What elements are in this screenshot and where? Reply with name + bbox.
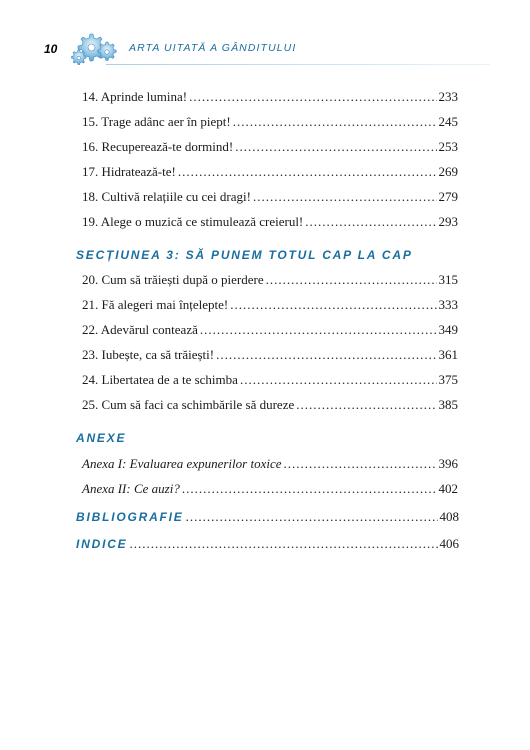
toc-entry-page: 349 [438, 322, 458, 337]
toc-entry-page: 253 [438, 139, 458, 154]
toc-entry-page: 333 [438, 297, 458, 312]
toc-entry-bibliography[interactable] [76, 509, 459, 527]
dot-leader [305, 214, 436, 230]
toc-entry[interactable] [82, 214, 458, 232]
toc-entry-title: Anexa I: Evaluarea expunerilor toxice [82, 456, 282, 471]
toc-entry-page: 279 [438, 189, 458, 204]
toc-entry-page: 361 [438, 347, 458, 362]
dot-leader [266, 272, 437, 288]
dot-leader [233, 114, 437, 130]
dot-leader [253, 189, 437, 205]
toc-entry-page: 233 [438, 89, 458, 104]
toc-entry-page: 396 [438, 456, 458, 471]
toc-entry-page: 402 [438, 481, 458, 496]
book-title: ARTA UITATĂ A GÂNDITULUI [129, 42, 297, 54]
dot-leader [182, 481, 437, 497]
dot-leader [235, 139, 436, 155]
toc-entry-title: 20. Cum să trăiești după o pierdere [82, 272, 264, 287]
toc-entry-title: 18. Cultivă relațiile cu cei dragi! [82, 189, 251, 204]
dot-leader [230, 297, 436, 313]
dot-leader [178, 164, 437, 180]
dot-leader [200, 322, 437, 338]
page-number: 10 [44, 42, 58, 56]
toc-entry-title: 24. Libertatea de a te schimba [82, 372, 238, 387]
toc-entry[interactable] [82, 164, 458, 182]
toc-entry-page: 375 [438, 372, 458, 387]
toc-entry[interactable] [82, 189, 458, 207]
toc-entry-title: BIBLIOGRAFIE [76, 510, 184, 524]
dot-leader [240, 372, 437, 388]
toc-entry-page: 385 [438, 397, 458, 412]
dot-leader [216, 347, 436, 363]
toc-entry-page: 245 [438, 114, 458, 129]
dot-leader [189, 89, 436, 105]
toc-entry-title: Anexa II: Ce auzi? [82, 481, 180, 496]
toc-entry[interactable] [82, 297, 458, 315]
gear-icon [62, 30, 124, 66]
toc-entry-title: 19. Alege o muzică ce stimulează creierul! [82, 214, 304, 229]
toc-entry-title: 14. Aprinde lumina! [82, 89, 188, 104]
toc-entry-page: 406 [439, 536, 459, 551]
page-header [0, 30, 530, 70]
dot-leader [186, 509, 438, 525]
toc-entry-title: 21. Fă alegeri mai înțelepte! [82, 297, 229, 312]
toc-entry[interactable] [82, 481, 458, 499]
annexes-heading: ANEXE [76, 431, 127, 445]
toc-entry[interactable] [82, 272, 458, 290]
toc-entry-page: 408 [439, 509, 459, 524]
dot-leader [284, 456, 437, 472]
toc-entry-title: INDICE [76, 537, 128, 551]
dot-leader [129, 536, 437, 552]
toc-entry-title: 22. Adevărul contează [82, 322, 198, 337]
toc-entry-title: 15. Trage adânc aer în piept! [82, 114, 231, 129]
toc-entry-title: 16. Recuperează-te dormind! [82, 139, 234, 154]
toc-entry-title: 17. Hidratează-te! [82, 164, 176, 179]
toc-entry[interactable] [82, 397, 458, 415]
header-divider [106, 64, 490, 65]
toc-entry[interactable] [82, 347, 458, 365]
toc-entry-page: 315 [438, 272, 458, 287]
toc-entry[interactable] [82, 322, 458, 340]
toc-entry-page: 293 [438, 214, 458, 229]
toc-entry[interactable] [82, 139, 458, 157]
dot-leader [296, 397, 436, 413]
toc-entry-title: 25. Cum să faci ca schimbările să dureze [82, 397, 295, 412]
toc-entry[interactable] [82, 456, 458, 474]
toc-entry[interactable] [82, 114, 458, 132]
toc-entry-title: 23. Iubește, ca să trăiești! [82, 347, 215, 362]
toc-entry[interactable] [82, 372, 458, 390]
toc-entry-page: 269 [438, 164, 458, 179]
toc-entry-index[interactable] [76, 536, 459, 554]
toc-entry[interactable] [82, 89, 458, 107]
section-heading: SECȚIUNEA 3: SĂ PUNEM TOTUL CAP LA CAP [76, 248, 413, 262]
